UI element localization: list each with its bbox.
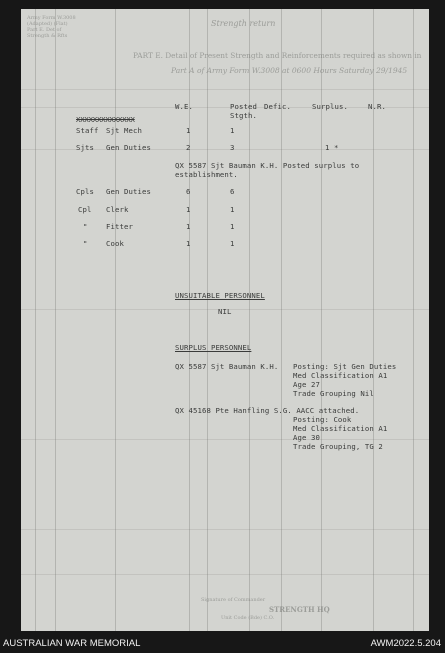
surplus-detail: Age 27 bbox=[293, 380, 320, 389]
row-rank: Sjts bbox=[76, 143, 94, 152]
surplus-detail: Trade Grouping, TG 2 bbox=[293, 442, 383, 451]
surplus-detail: Posting: Sjt Gen Duties bbox=[293, 362, 397, 371]
form-rule bbox=[55, 9, 56, 631]
form-rule bbox=[21, 89, 429, 90]
surplus-detail: Posting: Cook bbox=[293, 415, 352, 424]
form-reference: Army Form W.3008 (Adapted) (Flat) Part E. Det of Strength & Rfts bbox=[27, 15, 76, 39]
form-subtitle: Part A of Army Form W.3008 at 0600 Hours Saturday 29/1945 bbox=[171, 66, 408, 75]
surplus-person: QX 5587 Sjt Bauman K.H. bbox=[175, 362, 279, 371]
row-we: 2 bbox=[186, 143, 191, 152]
footer-accession-number: AWM2022.5.204 bbox=[370, 638, 441, 649]
form-title: PART E. Detail of Present Strength and Reinforcements required as shown in bbox=[133, 51, 422, 60]
form-rule bbox=[21, 574, 429, 575]
form-rule bbox=[115, 9, 116, 631]
col-header-we: W.E. bbox=[175, 102, 193, 111]
row-rank: Staff bbox=[76, 126, 99, 135]
form-rule bbox=[207, 9, 208, 631]
row-posted: 6 bbox=[230, 187, 235, 196]
row-posted: 3 bbox=[230, 143, 235, 152]
row-appointment: Fitter bbox=[106, 222, 133, 231]
row-we: 1 bbox=[186, 205, 191, 214]
unsuitable-value: NIL bbox=[218, 307, 232, 316]
form-rule bbox=[21, 529, 429, 530]
row-appointment: Cook bbox=[106, 239, 124, 248]
surplus-person: QX 45168 Pte Hanfling S.G. AACC attached. bbox=[175, 406, 360, 415]
document-sheet bbox=[21, 9, 429, 631]
struck-row-rank: XXXXXXXXXXXXXX bbox=[76, 115, 135, 124]
commander-signature-line: Signature of Commander bbox=[201, 597, 266, 603]
row-surplus: 1 * bbox=[325, 143, 339, 152]
surplus-detail: Med Classification A1 bbox=[293, 424, 388, 433]
row-appointment: Gen Duties bbox=[106, 143, 151, 152]
surplus-heading: SURPLUS PERSONNEL bbox=[175, 343, 252, 352]
row-rank: Cpl bbox=[78, 205, 92, 214]
row-appointment: Gen Duties bbox=[106, 187, 151, 196]
col-header-posted: Posted bbox=[230, 102, 257, 111]
row-rank: " bbox=[83, 222, 88, 231]
bottom-stamp: STRENGTH HQ bbox=[269, 605, 330, 614]
row-rank: Cpls bbox=[76, 187, 94, 196]
col-header-defic: Defic. bbox=[264, 102, 291, 111]
form-rule bbox=[21, 439, 429, 440]
surplus-detail: Trade Grouping Nil bbox=[293, 389, 374, 398]
row-we: 1 bbox=[186, 222, 191, 231]
surplus-detail: Age 30 bbox=[293, 433, 320, 442]
header-stamp: Strength return bbox=[211, 19, 276, 28]
posting-note-line: establishment. bbox=[175, 170, 238, 179]
unsuitable-heading: UNSUITABLE PERSONNEL bbox=[175, 291, 265, 300]
surplus-detail: Med Classification A1 bbox=[293, 371, 388, 380]
footer-institution: AUSTRALIAN WAR MEMORIAL bbox=[3, 638, 141, 649]
row-appointment: Clerk bbox=[106, 205, 129, 214]
row-posted: 1 bbox=[230, 239, 235, 248]
row-rank: " bbox=[83, 239, 88, 248]
row-posted: 1 bbox=[230, 126, 235, 135]
row-we: 1 bbox=[186, 239, 191, 248]
row-we: 1 bbox=[186, 126, 191, 135]
col-header-surplus: Surplus. bbox=[312, 102, 348, 111]
row-appointment: Sjt Mech bbox=[106, 126, 142, 135]
row-posted: 1 bbox=[230, 205, 235, 214]
row-posted: 1 bbox=[230, 222, 235, 231]
unit-code-line: Unit Code (Bde) C.O. bbox=[221, 615, 275, 621]
form-rule bbox=[413, 9, 414, 631]
form-rule bbox=[35, 9, 36, 631]
posting-note-line: QX 5587 Sjt Bauman K.H. Posted surplus to bbox=[175, 161, 360, 170]
row-we: 6 bbox=[186, 187, 191, 196]
col-header-stgth: Stgth. bbox=[230, 111, 257, 120]
col-header-nr: N.R. bbox=[368, 102, 386, 111]
